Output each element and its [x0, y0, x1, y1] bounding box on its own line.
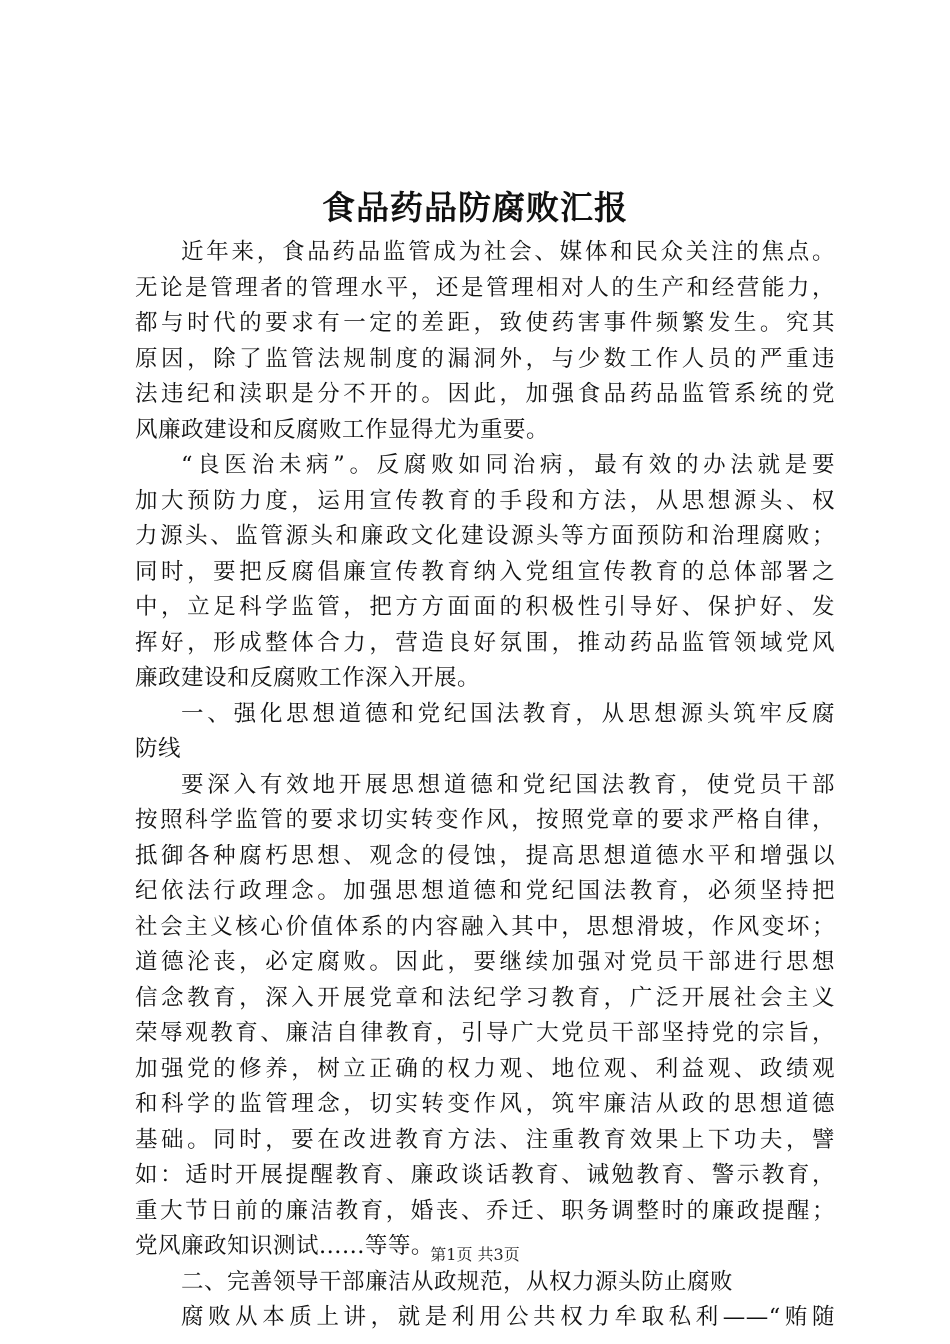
text-line: 近年来，食品药品监管成为社会、媒体和民众关注的焦点。: [181, 239, 835, 265]
document-title: 食品药品防腐败汇报: [322, 188, 628, 227]
text-line: 纪依法行政理念。加强思想道德和党纪国法教育，必须坚持把: [135, 878, 835, 904]
text-line: 如：适时开展提醒教育、廉政谈话教育、诫勉教育、警示教育，: [135, 1162, 835, 1188]
text-line: 原因，除了监管法规制度的漏洞外，与少数工作人员的严重违: [135, 345, 835, 372]
text-line: 荣辱观教育、廉洁自律教育，引导广大党员干部坚持党的宗旨，: [135, 1020, 835, 1046]
text-line: 二、完善领导干部廉洁从政规范，从权力源头防止腐败: [181, 1268, 734, 1295]
text-line: 无论是管理者的管理水平，还是管理相对人的生产和经营能力，: [135, 274, 835, 301]
text-line: 基础。同时，要在改进教育方法、注重教育效果上下功夫，譬: [135, 1126, 835, 1153]
text-line: 要深入有效地开展思想道德和党纪国法教育，使党员干部: [181, 771, 835, 798]
document-body: [135, 235, 835, 1336]
text-line: 力源头、监管源头和廉政文化建设源头等方面预防和治理腐败；: [135, 523, 835, 549]
text-line: 廉政建设和反腐败工作深入开展。: [135, 665, 481, 691]
text-line: 一、强化思想道德和党纪国法教育，从思想源头筑牢反腐: [181, 700, 835, 727]
text-line: 道德沦丧，必定腐败。因此，要继续加强对党员干部进行思想: [135, 949, 835, 975]
text-line: 中，立足科学监管，把方方面面的积极性引导好、保护好、发: [135, 594, 835, 620]
text-line: 抵御各种腐朽思想、观念的侵蚀，提高思想道德水平和增强以: [135, 842, 835, 869]
page-footer: 第1页 共3页: [430, 1245, 520, 1264]
text-line: 都与时代的要求有一定的差距，致使药害事件频繁发生。究其: [135, 310, 835, 336]
text-line: 党风廉政知识测试......等等。: [135, 1233, 434, 1259]
text-line: 风廉政建设和反腐败工作显得尤为重要。: [135, 416, 550, 443]
text-line: 加大预防力度，运用宣传教育的手段和方法，从思想源头、权: [135, 487, 835, 514]
text-line: 腐败从本质上讲，就是利用公共权力牟取私利——“贿随: [181, 1304, 835, 1330]
text-line: 和科学的监管理念，切实转变作风，筑牢廉洁从政的思想道德: [135, 1091, 835, 1117]
text-line: 加强党的修养，树立正确的权力观、地位观、利益观、政绩观: [135, 1055, 835, 1082]
text-line: 同时，要把反腐倡廉宣传教育纳入党组宣传教育的总体部署之: [135, 558, 835, 585]
text-line: 按照科学监管的要求切实转变作风，按照党章的要求严格自律，: [135, 807, 835, 833]
text-line: “良医治未病”。反腐败如同治病，最有效的办法就是要: [181, 452, 835, 478]
text-line: 挥好，形成整体合力，营造良好氛围，推动药品监管领域党风: [135, 629, 835, 656]
text-line: 法违纪和渎职是分不开的。因此，加强食品药品监管系统的党: [135, 381, 835, 407]
text-line: 社会主义核心价值体系的内容融入其中，思想滑坡，作风变坏；: [135, 913, 835, 940]
text-line: 重大节日前的廉洁教育，婚丧、乔迁、职务调整时的廉政提醒；: [135, 1197, 835, 1224]
text-line: 防线: [135, 736, 182, 762]
text-line: 信念教育，深入开展党章和法纪学习教育，广泛开展社会主义: [135, 984, 835, 1011]
